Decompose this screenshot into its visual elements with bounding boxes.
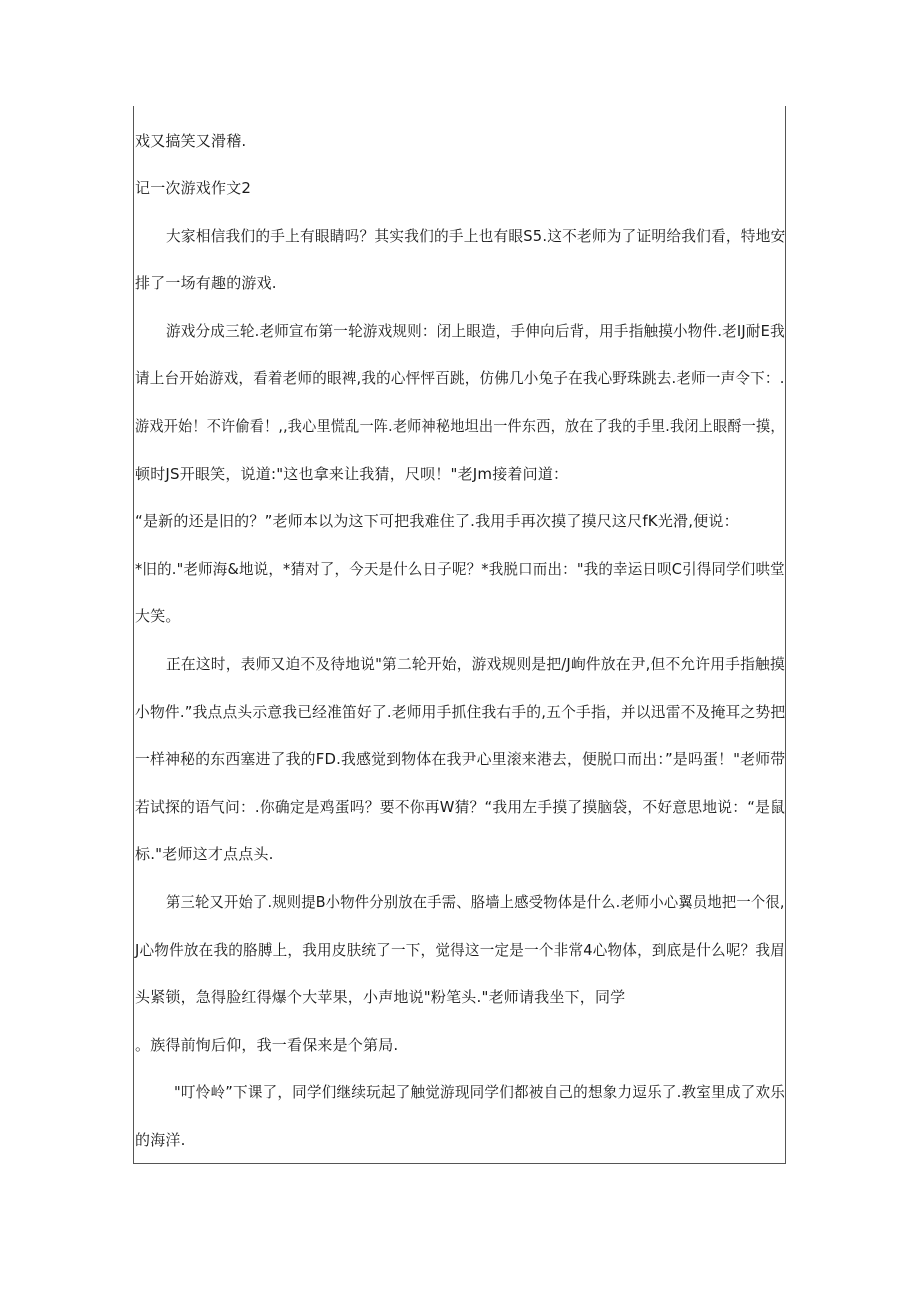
paragraph-2-line-5: “是新的还是旧的？”老师本以为这下可把我难住了.我用手再次摸了摸尺这尺fK光滑,便说： xyxy=(135,512,739,530)
paragraph-2-line-2: 请上台开始游戏，看着老师的眼裨,我的心怦怦百跳，仿佛几小兔子在我心野珠跳去.老师一声令下：. xyxy=(135,369,785,387)
paragraph-3-line-4: 若试探的语气问：.你确定是鸡蛋吗？要不你再W猜？“我用左手摸了摸脑袋，不好意思地说：“是鼠 xyxy=(135,798,786,816)
paragraph-4-line-3: 头紧锁，急得脸红得爆个大苹果，小声地说"粉笔头."老师请我坐下，同学 xyxy=(135,988,626,1006)
paragraph-4-line-4: 。族得前恂后仰，我一看保来是个第局. xyxy=(135,1036,399,1054)
paragraph-2-line-3: 游戏开始！不许偷看！,,我心里慌乱一阵.老师神秘地坦出一件东西，放在了我的手里.我闭上眼酹一摸， xyxy=(135,417,785,435)
paragraph-5-line-1: "叮怜岭”下课了，同学们继续玩起了触觉游现同学们都被自己的想象力逗乐了.教室里成了欢乐 xyxy=(174,1083,786,1101)
paragraph-1-line-2: 排了一场有趣的游戏. xyxy=(135,274,277,292)
paragraph-4-line-2: J心物件放在我的胳膊上，我用皮肤统了一下，觉得这一定是一个非常4心物体，到底是什么呢？我眉 xyxy=(135,941,786,959)
paragraph-1-line-1: 大家相信我们的手上有眼睛吗？其实我们的手上也有眼S5.这不老师为了证明给我们看，特地安 xyxy=(166,227,786,245)
text-line-1: 戏又搞笑又滑稽. xyxy=(135,132,247,150)
paragraph-2-line-1: 游戏分成三轮.老师宣布第一轮游戏规则：闭上眼造，手伸向后背，用手指触摸小物件.老IJ耐E我 xyxy=(166,322,785,340)
essay-title: 记一次游戏作文2 xyxy=(135,179,252,197)
paragraph-3-line-5: 标."老师这才点点头. xyxy=(135,845,274,863)
paragraph-2-line-6: *旧的."老师海&地说，*猜对了，今天是什么日子呢？*我脱口而出："我的幸运日呗C引得同学们哄堂 xyxy=(135,560,785,578)
paragraph-5-line-2: 的海洋. xyxy=(135,1131,186,1149)
paragraph-2-line-4: 顿时JS开眼笑，说道:"这也拿来让我猜，尺呗！"老Jm接着问道： xyxy=(135,465,569,483)
paragraph-3-line-2: 小物件.”我点点头示意我已经准笛好了.老师用手抓住我右手的,五个手指，并以迅雷不及掩耳之势把 xyxy=(135,703,786,721)
paragraph-3-line-3: 一样神秘的东西塞进了我的FD.我感觉到物体在我尹心里滚来港去，便脱口而出：”是吗蛋！"老师带 xyxy=(135,750,786,768)
paragraph-2-line-7: 大笑。 xyxy=(135,607,181,625)
paragraph-3-line-1: 正在这时，表师又迫不及待地说"第二轮开始，游戏规则是把/J峋件放在尹,但不允许用手指触摸 xyxy=(166,655,785,673)
paragraph-4-line-1: 第三轮又开始了.规则提B小物件分别放在手需、胳墙上感受物体是什么.老师小心翼员地把一个很, xyxy=(166,893,785,911)
